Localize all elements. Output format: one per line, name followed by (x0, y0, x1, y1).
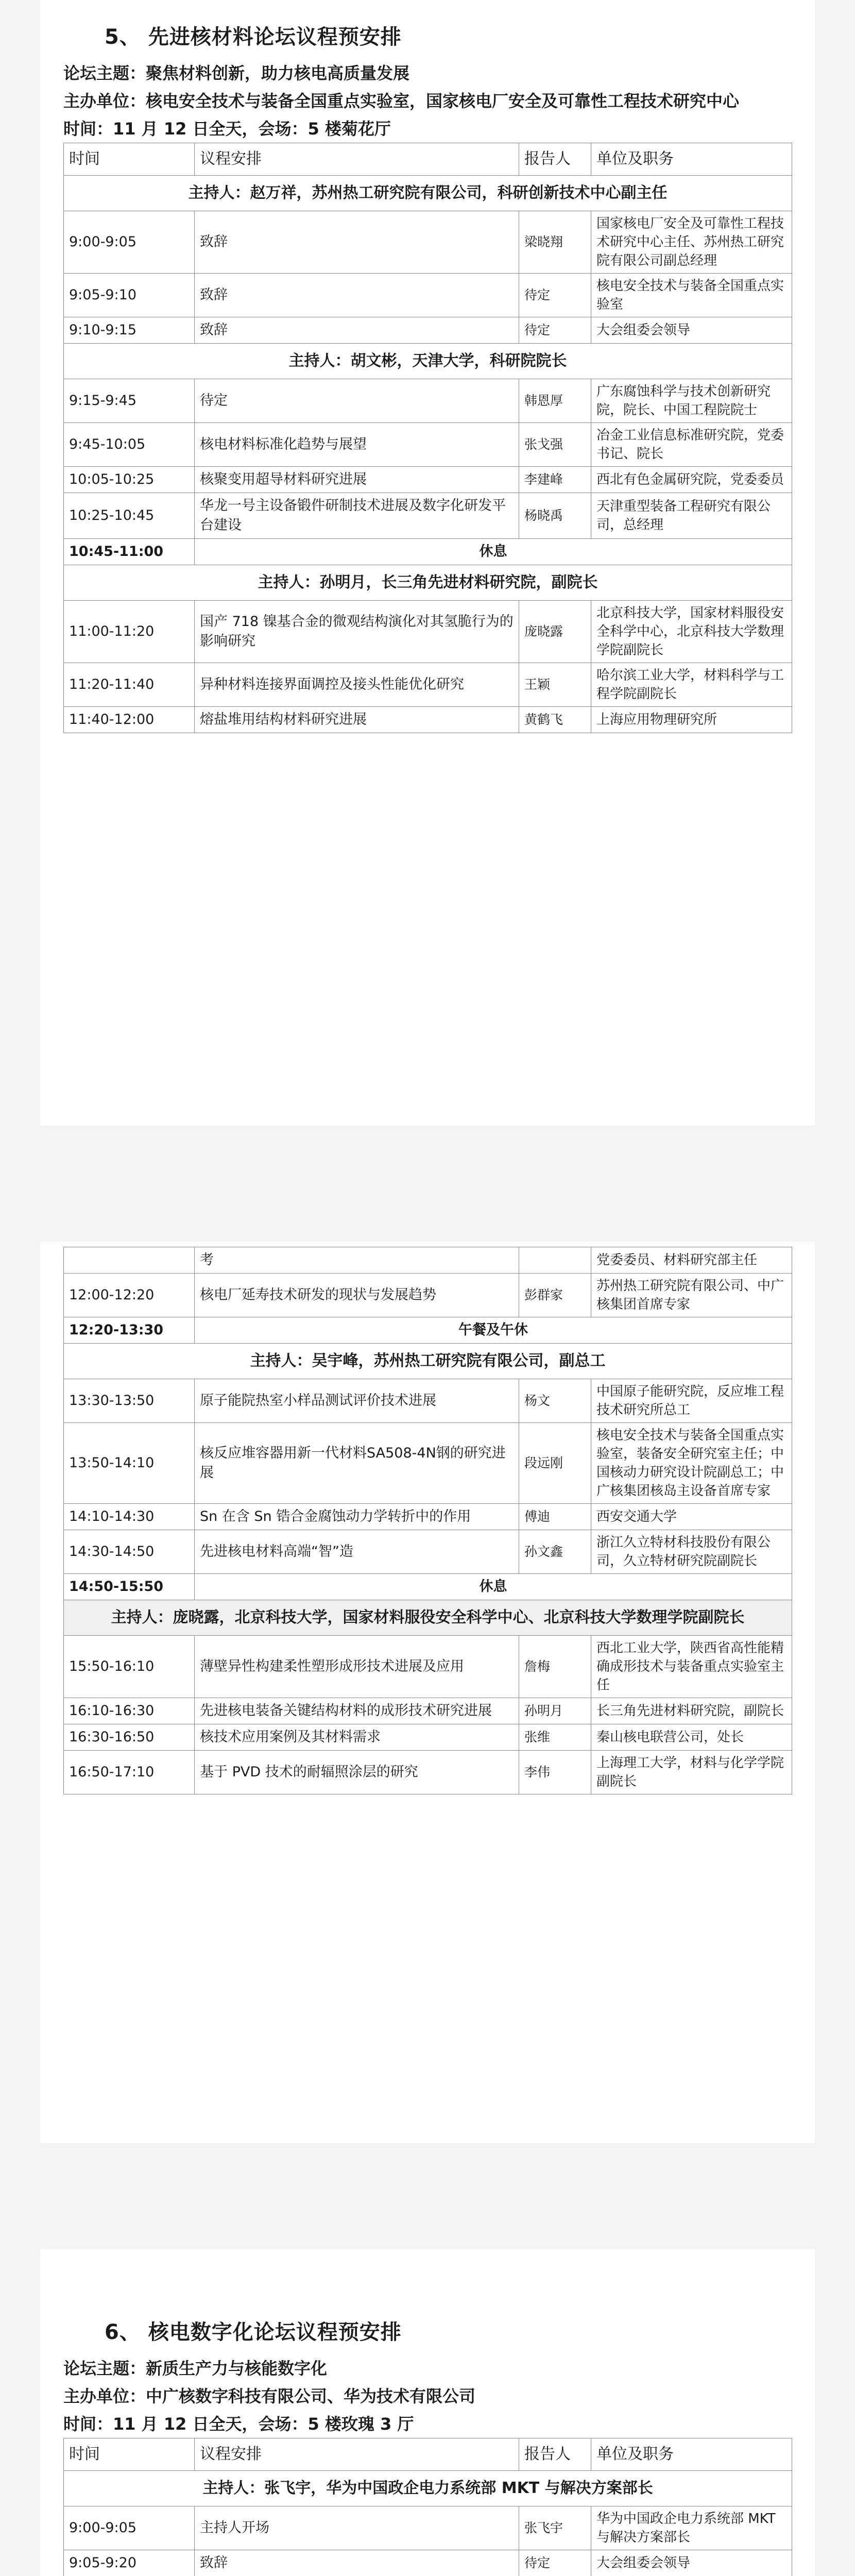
table-row (64, 601, 792, 663)
table-row (64, 467, 792, 493)
break-time-cell: 14:50-15:50 (64, 1574, 195, 1600)
agenda-cell: 核电材料标准化趋势与展望 (195, 423, 519, 467)
table-row (64, 1247, 792, 1274)
table-row (64, 274, 792, 317)
theme-label: 论坛主题： (63, 63, 146, 83)
affiliation-cell: 核电安全技术与装备全国重点实验室，装备安全研究室主任；中国核动力研究设计院副总工；中广核集团核岛主设备首席专家 (591, 1423, 792, 1504)
time-cell: 9:05-9:10 (64, 274, 195, 317)
speaker-cell: 张维 (519, 1724, 591, 1751)
speaker-cell: 詹梅 (519, 1636, 591, 1698)
affiliation-cell: 核电安全技术与装备全国重点实验室 (591, 274, 792, 317)
session-host-cell: 主持人：庞晓露，北京科技大学，国家材料服役安全科学中心、北京科技大学数理学院副院长 (64, 1600, 792, 1636)
speaker-cell: 王颖 (519, 663, 591, 707)
table-row (64, 2550, 792, 2576)
theme-value: 新质生产力与核能数字化 (146, 2359, 328, 2378)
affiliation-cell: 哈尔滨工业大学，材料科学与工程学院副院长 (591, 663, 792, 707)
time-cell: 9:05-9:20 (64, 2550, 195, 2576)
time-cell: 9:45-10:05 (64, 423, 195, 467)
section5-rows (64, 176, 792, 733)
section6-header (63, 2316, 792, 2576)
agenda-cell: 核反应堆容器用新一代材料SA508-4N钢的研究进展 (195, 1423, 519, 1504)
session-host-cell: 主持人：胡文彬，天津大学，科研院院长 (64, 344, 792, 379)
affiliation-cell: 华为中国政企电力系统部 MKT 与解决方案部长 (591, 2506, 792, 2550)
table-row (64, 379, 792, 423)
section5-agenda-table-continued (63, 1247, 792, 1794)
affiliation-cell: 北京科技大学，国家材料服役安全科学中心，北京科技大学数理学院副院长 (591, 601, 792, 663)
affiliation-cell: 冶金工业信息标准研究院，党委书记、院长 (591, 423, 792, 467)
host-value: 中广核数字科技有限公司、华为技术有限公司 (146, 2386, 476, 2406)
table-row (64, 1423, 792, 1504)
affiliation-cell: 广东腐蚀科学与技术创新研究院，院长、中国工程院院士 (591, 379, 792, 423)
time-cell (64, 1247, 195, 1274)
table-row (64, 1379, 792, 1423)
speaker-cell: 彭群家 (519, 1274, 591, 1317)
speaker-cell: 张飞宇 (519, 2506, 591, 2550)
session-host-cell: 主持人：孙明月，长三角先进材料研究院，副院长 (64, 565, 792, 601)
agenda-cell: 待定 (195, 379, 519, 423)
speaker-cell: 李伟 (519, 1751, 591, 1794)
time-cell: 9:00-9:05 (64, 211, 195, 274)
affiliation-cell: 大会组委会领导 (591, 317, 792, 344)
affiliation-cell: 大会组委会领导 (591, 2550, 792, 2576)
time-cell: 10:05-10:25 (64, 467, 195, 493)
session-host-cell: 主持人：张飞宇，华为中国政企电力系统部 MKT 与解决方案部长 (64, 2471, 792, 2506)
agenda-cell: 国产 718 镍基合金的微观结构演化对其氢脆行为的影响研究 (195, 601, 519, 663)
affiliation-cell: 党委委员、材料研究部主任 (591, 1247, 792, 1274)
speaker-cell: 庞晓露 (519, 601, 591, 663)
document-page-3 (40, 2249, 815, 2576)
agenda-cell: 华龙一号主设备锻件研制技术进展及数字化研发平台建设 (195, 493, 519, 539)
affiliation-cell: 中国原子能研究院，反应堆工程技术研究所总工 (591, 1379, 792, 1423)
table-header-row (64, 2438, 792, 2471)
agenda-cell: 考 (195, 1247, 519, 1274)
table-row (64, 663, 792, 707)
break-row (64, 1317, 792, 1344)
document-page-2 (40, 1242, 815, 2143)
affiliation-cell: 天津重型装备工程研究有限公司，总经理 (591, 493, 792, 539)
session-host-row (64, 1344, 792, 1379)
session-host-row (64, 176, 792, 211)
time-cell: 13:30-13:50 (64, 1379, 195, 1423)
section6-title-text: 6、 核电数字化论坛议程预安排 (105, 2320, 402, 2344)
speaker-cell: 张戈强 (519, 423, 591, 467)
affiliation-cell: 上海应用物理研究所 (591, 707, 792, 733)
break-time-cell: 12:20-13:30 (64, 1317, 195, 1344)
break-row (64, 1574, 792, 1600)
affiliation-cell: 上海理工大学，材料与化学学院副院长 (591, 1751, 792, 1794)
session-host-cell: 主持人：吴宇峰，苏州热工研究院有限公司，副总工 (64, 1344, 792, 1379)
section6-host (63, 2382, 792, 2410)
affiliation-cell: 国家核电厂安全及可靠性工程技术研究中心主任、苏州热工研究院有限公司副总经理 (591, 211, 792, 274)
agenda-cell: 核技术应用案例及其材料需求 (195, 1724, 519, 1751)
header-affiliation: 单位及职务 (591, 2438, 792, 2471)
header-time: 时间 (64, 2438, 195, 2471)
agenda-cell: Sn 在含 Sn 锆合金腐蚀动力学转折中的作用 (195, 1504, 519, 1530)
time-cell: 9:00-9:05 (64, 2506, 195, 2550)
header-agenda: 议程安排 (195, 143, 519, 176)
theme-label: 论坛主题： (63, 2359, 146, 2378)
table-row (64, 2506, 792, 2550)
header-agenda: 议程安排 (195, 2438, 519, 2471)
table-row (64, 1636, 792, 1698)
time-cell: 10:25-10:45 (64, 493, 195, 539)
speaker-cell: 段远刚 (519, 1423, 591, 1504)
session-host-row (64, 1600, 792, 1636)
section6-title (63, 2316, 792, 2345)
section5-title-text: 5、 先进核材料论坛议程预安排 (105, 25, 402, 49)
header-speaker: 报告人 (519, 143, 591, 176)
host-value: 核电安全技术与装备全国重点实验室，国家核电厂安全及可靠性工程技术研究中心 (146, 91, 740, 111)
session-host-row (64, 344, 792, 379)
agenda-cell: 熔盐堆用结构材料研究进展 (195, 707, 519, 733)
table-row (64, 423, 792, 467)
table-row (64, 211, 792, 274)
time-cell: 9:15-9:45 (64, 379, 195, 423)
time-cell: 11:20-11:40 (64, 663, 195, 707)
section5-title (63, 21, 792, 50)
time-cell: 16:10-16:30 (64, 1698, 195, 1724)
agenda-cell: 先进核电材料高端“智”造 (195, 1530, 519, 1574)
agenda-cell: 致辞 (195, 317, 519, 344)
break-label-cell: 休息 (195, 1574, 792, 1600)
table-row (64, 1274, 792, 1317)
table-header-row (64, 143, 792, 176)
speaker-cell: 孙明月 (519, 1698, 591, 1724)
agenda-cell: 先进核电装备关键结构材料的成形技术研究进展 (195, 1698, 519, 1724)
session-host-row (64, 565, 792, 601)
speaker-cell: 梁晓翔 (519, 211, 591, 274)
theme-value: 聚焦材料创新，助力核电高质量发展 (146, 63, 410, 83)
speaker-cell: 杨晓禹 (519, 493, 591, 539)
document-page-1 (40, 0, 815, 1126)
break-row (64, 539, 792, 565)
speaker-cell: 孙文鑫 (519, 1530, 591, 1574)
affiliation-cell: 苏州热工研究院有限公司、中广核集团首席专家 (591, 1274, 792, 1317)
table-row (64, 317, 792, 344)
table-row (64, 1504, 792, 1530)
host-label: 主办单位： (63, 91, 146, 111)
agenda-cell: 薄壁异性构建柔性塑形成形技术进展及应用 (195, 1636, 519, 1698)
affiliation-cell: 西北工业大学，陕西省高性能精确成形技术与装备重点实验室主任 (591, 1636, 792, 1698)
table-row (64, 1530, 792, 1574)
table-row (64, 1724, 792, 1751)
section5-continued (63, 1247, 792, 1794)
speaker-cell: 黄鹤飞 (519, 707, 591, 733)
break-time-cell: 10:45-11:00 (64, 539, 195, 565)
agenda-cell: 致辞 (195, 2550, 519, 2576)
section5-rows-continued (64, 1247, 792, 1794)
affiliation-cell: 西安交通大学 (591, 1504, 792, 1530)
time-cell: 13:50-14:10 (64, 1423, 195, 1504)
speaker-cell: 待定 (519, 2550, 591, 2576)
header-time: 时间 (64, 143, 195, 176)
time-cell: 14:30-14:50 (64, 1530, 195, 1574)
speaker-cell (519, 1247, 591, 1274)
time-cell: 12:00-12:20 (64, 1274, 195, 1317)
affiliation-cell: 浙江久立特材科技股份有限公司，久立特材研究院副院长 (591, 1530, 792, 1574)
host-label: 主办单位： (63, 2386, 146, 2406)
speaker-cell: 李建峰 (519, 467, 591, 493)
time-cell: 11:40-12:00 (64, 707, 195, 733)
time-cell: 9:10-9:15 (64, 317, 195, 344)
affiliation-cell: 西北有色金属研究院，党委委员 (591, 467, 792, 493)
agenda-cell: 致辞 (195, 211, 519, 274)
speaker-cell: 杨文 (519, 1379, 591, 1423)
speaker-cell: 傅迪 (519, 1504, 591, 1530)
speaker-cell: 待定 (519, 274, 591, 317)
agenda-cell: 基于 PVD 技术的耐辐照涂层的研究 (195, 1751, 519, 1794)
time-cell: 15:50-16:10 (64, 1636, 195, 1698)
agenda-cell: 核聚变用超导材料研究进展 (195, 467, 519, 493)
header-speaker: 报告人 (519, 2438, 591, 2471)
speaker-cell: 待定 (519, 317, 591, 344)
table-row (64, 1698, 792, 1724)
agenda-cell: 主持人开场 (195, 2506, 519, 2550)
break-label-cell: 休息 (195, 539, 792, 565)
time-cell: 11:00-11:20 (64, 601, 195, 663)
table-row (64, 707, 792, 733)
section6-rows (64, 2471, 792, 2576)
session-host-cell: 主持人：赵万祥，苏州热工研究院有限公司，科研创新技术中心副主任 (64, 176, 792, 211)
section6-time-venue: 时间：11 月 12 日全天，会场：5 楼玫瑰 3 厅 (63, 2414, 414, 2434)
header-affiliation: 单位及职务 (591, 143, 792, 176)
section5-time-venue: 时间：11 月 12 日全天，会场：5 楼菊花厅 (63, 119, 391, 139)
section6-agenda-table (63, 2438, 792, 2576)
agenda-cell: 异种材料连接界面调控及接头性能优化研究 (195, 663, 519, 707)
time-cell: 16:50-17:10 (64, 1751, 195, 1794)
table-row (64, 493, 792, 539)
session-host-row (64, 2471, 792, 2506)
table-row (64, 1751, 792, 1794)
section5-header (63, 21, 792, 733)
section5-agenda-table (63, 143, 792, 733)
affiliation-cell: 秦山核电联营公司，处长 (591, 1724, 792, 1751)
speaker-cell: 韩恩厚 (519, 379, 591, 423)
agenda-cell: 核电厂延寿技术研发的现状与发展趋势 (195, 1274, 519, 1317)
agenda-cell: 致辞 (195, 274, 519, 317)
agenda-cell: 原子能院热室小样品测试评价技术进展 (195, 1379, 519, 1423)
section6-theme (63, 2354, 792, 2382)
break-label-cell: 午餐及午休 (195, 1317, 792, 1344)
section5-theme (63, 59, 792, 87)
affiliation-cell: 长三角先进材料研究院，副院长 (591, 1698, 792, 1724)
time-cell: 14:10-14:30 (64, 1504, 195, 1530)
section5-host (63, 87, 792, 115)
time-cell: 16:30-16:50 (64, 1724, 195, 1751)
